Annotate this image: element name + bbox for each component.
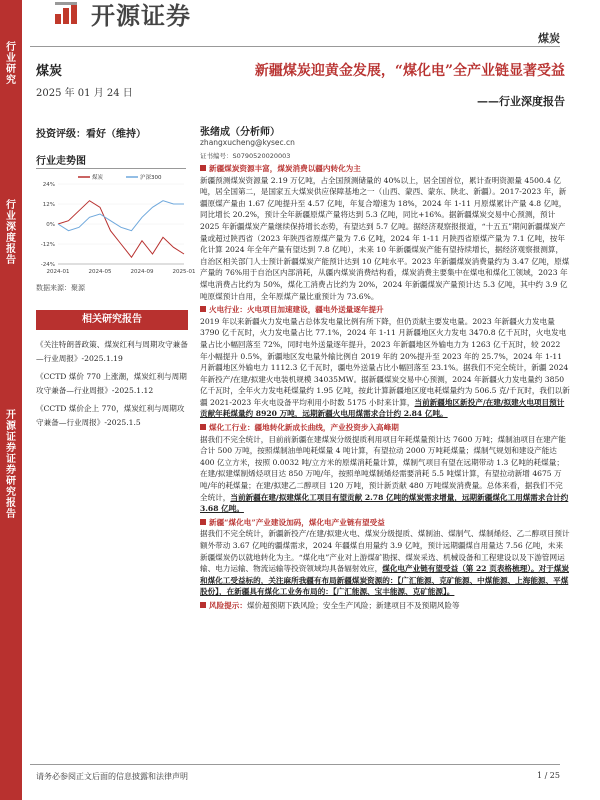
bullet-icon (200, 306, 206, 312)
chart-y-tick-label: 12% (42, 202, 55, 208)
chart-legend-label: 煤炭 (92, 175, 104, 181)
related-reports-list (36, 338, 188, 434)
section-heading: 煤化工行业：疆地转化新成长曲线，产业投资步入高峰期 (209, 423, 399, 433)
chart-y-tick-label: 0% (46, 222, 55, 228)
section-heading: 火电行业：火电项目加速建设，疆电外送量逐年提升 (209, 305, 384, 315)
chart-y-tick-label: -24% (40, 262, 55, 268)
bullet-icon (200, 602, 206, 608)
industry-label: 煤炭 (36, 64, 63, 79)
bullet-icon (200, 519, 206, 525)
chart-series-line-csi300 (58, 201, 184, 231)
related-report-item[interactable]: 《CCTD 煤价 770 上涨潮，煤炭红利与周期攻守兼备—行业周报》-2025.1.12 (36, 372, 187, 395)
section-text: 据我们不完全统计，目前前新疆在建煤炭分级提质利用项目年耗煤量预计达 7600 万吨；煤制油项目在建产能合计 500 万吨，按照煤制油单吨耗煤量 4 吨计算，有望拉动 2000 万吨耗煤量；煤制气规划和建设产能达 400 亿立方米，按照 0.0032 吨/立方米的原煤消耗量计算，煤制气项目有望在远期带动 1.3 亿吨的耗煤量；在建/拟建煤制烯烃项目达 850 万吨/年，按照单吨煤制烯烃需要消耗 5.5 吨煤计算，有望拉动新增 4675 万吨/年的耗煤量；在建/拟建乙二醇项目 120 万吨，预计新贡献 480 万吨煤炭消费量。总体来看，据我们不完全统计， (200, 434, 566, 502)
summary-section-power (200, 304, 570, 420)
sidebar (0, 0, 22, 800)
logo-mark-icon (55, 2, 85, 24)
section-emphasis: 当前新疆在建/拟建煤化工项目有望贡献 2.78 亿吨的煤炭需求增量，远期新疆煤化工用煤需求合计约 3.68 亿吨。 (200, 492, 569, 514)
section-text: 新疆预测煤炭资源量 2.19 万亿吨，占全国预测储量的 40%以上，居全国首位，累计查明资源量 4500.4 亿吨，居全国第二，是国家五大煤炭供应保障基地之一（山西、蒙西、蒙东、陕北、新疆）。2017-2023 年，新疆原煤产量由 1.67 亿吨提升至 4.57 亿吨，年复合增速为 18%，2024 年 1-11 月原煤累计产量 4.8 亿吨，同比增长 20.2%，预计全年新疆原煤产量将达到 5.3 亿吨，同比+16%。据新疆煤炭交易中心预测，预计 2025 年新疆煤炭产量继续保持增长态势，有望达到 5.7 亿吨。据经济观察报报道，“十五五”期间新疆煤炭产量或超过陕西省（2023 年陕西省原煤产量为 7.6 亿吨，2024 年 1-11 月陕西省原煤产量为 7.1 亿吨，按年化计算 2024 年全年产量有望达到 7.8 亿吨），未来 10 年新疆煤炭产能有望持续增长，据经济观察报测算，自治区相关部门人士预计新疆煤炭产能预计达到 10 亿吨水平。2023 年新疆煤炭消费量约为 3.47 亿吨，原煤产量的 76%用于自治区内部消耗，从疆内煤炭消费结构看，煤炭消费主要集中在煤电和煤化工领域，2023 年煤电消费占比约为 50%，煤化工消费占比约为 20%，2024 年新疆煤炭产量预计达 5.3 亿吨，其中约 3.9 亿吨原煤预计自用，全年原煤产量比重预计为 73.6%。 (200, 175, 570, 301)
sidebar-label-brand: 开源证券 证券研究报告 (6, 410, 16, 520)
chart-legend-label: 沪深300 (140, 175, 162, 181)
section-heading: 风险提示： (209, 600, 247, 610)
section-heading: 新疆“煤化电”产业建设加码，煤化电产业链有望受益 (209, 517, 385, 527)
sidebar-label-report-type: 行业深度报告 (6, 200, 16, 266)
analyst-cert: 证书编号：S0790520020003 (200, 152, 291, 160)
footer-divider (30, 764, 560, 765)
report-headline: 新疆煤炭迎黄金发展，“煤化电”全产业链显著受益 (254, 63, 565, 79)
summary-section-chemical (200, 422, 570, 515)
brand-logo (55, 0, 191, 30)
bullet-icon (200, 424, 206, 430)
section-emphasis: 当前新疆地区新投产/在建/拟建火电项目预计贡献年耗煤量约 8920 万吨，远期新疆火电用煤需求合计约 2.84 亿吨。 (200, 397, 565, 419)
chart-series-line-coal (58, 201, 184, 258)
summary-section-coal (200, 163, 570, 302)
header-tag: 煤炭 (538, 32, 560, 45)
report-date: 2025 年 01 月 24 日 (36, 88, 133, 99)
trend-divider (36, 168, 186, 169)
report-subhead: ——行业深度报告 (477, 95, 565, 108)
chart-y-tick-label: 24% (42, 182, 55, 188)
related-reports-title: 相关研究报告 (36, 310, 188, 330)
summary-section-risk (200, 600, 570, 612)
analyst-name: 张绪成（分析师） (200, 127, 280, 138)
trend-title: 行业走势图 (36, 156, 86, 167)
brand-name: 开源证券 (91, 1, 191, 30)
bullet-icon (200, 165, 206, 171)
chart-y-tick-label: -12% (40, 242, 55, 248)
section-text: 2019 年以来新疆火力发电量占总体发电量比例有所下降，但仍贡献主要发电量。2023 年新疆火力发电量 3790 亿千瓦时，火力发电量占比 77.1%，2024 年 1-11 月新疆地区火力发电 3470.8 亿千瓦时，火电发电量占比小幅回落至 72%，同时电外送量逐年提升，2023 年新疆地区外输电力为 1263 亿千瓦时，较 2022 年小幅提升 0.5%，新疆地区发电量外输比例自 2019 年的 20%提升至 2023 年的 25.7%，2024 年 1-11 月新疆地区外输电力 1112.3 亿千瓦时，疆电外送量占比小幅回落至 23.1%。据我们不完全统计，新疆 2024 年新投产/在建/拟建火电装机规模 34035MW。据新疆煤炭交易中心预测，2024 年新疆火力发电量约 3850 亿千瓦时，全年火力发电耗煤量约 1.95 亿吨，按此计算新疆地区度电耗煤量约为 506.5 克/千瓦时，我们以新疆 2021-2023 年火电设备平均利用小时数 5175 小时来计算， (200, 316, 570, 407)
chart-x-tick-label: 2024-01 (46, 269, 70, 275)
report-summary (200, 163, 570, 614)
footer-disclaimer: 请务必参阅正文后面的信息披露和法律声明 (36, 772, 188, 781)
chart-x-tick-label: 2024-09 (130, 269, 154, 275)
section-text: 煤价超预期下跌风险；安全生产风险；新建项目不及预期风险等 (246, 600, 460, 610)
chart-source: 数据来源：聚源 (36, 284, 85, 292)
header-divider (30, 46, 560, 47)
chart-x-tick-label: 2024-05 (88, 269, 112, 275)
page-number: 1 / 25 (536, 771, 560, 780)
industry-trend-chart (30, 172, 196, 280)
summary-section-industry-chain (200, 517, 570, 598)
investment-rating: 投资评级：看好（维持） (36, 129, 146, 140)
section-text: 据我们不完全统计，新疆新投产/在建/拟建火电、煤炭分级提质、煤制油、煤制气、煤制烯烃、乙二醇项目预计额外带动 3.67 亿吨的疆煤需求，2024 年疆煤自用量约 3.9 亿吨，预计远期疆煤自用量达 7.56 亿吨，未来新疆煤炭仍以就地转化为主。“煤化电”产业对上游煤矿勘探、煤炭采选、机械设备和工程建设以及下游管网运输、电力运输、物流运输等投资领域均具备辐射效应， (200, 529, 570, 574)
section-emphasis: 煤化电产业链有望受益（第 22 页表格梳理）。对于煤炭和煤化工受益标的，关注麻所我疆有布局新疆煤炭资源的：【广汇能源、克矿能源、中煤能源、上海能源、平煤股份】，在新疆具有煤化工业务布局的：【广汇能源、宝丰能源、克矿能源】。 (200, 564, 569, 597)
section-heading: 新疆煤炭资源丰富，煤炭消费以疆内转化为主 (209, 164, 361, 173)
related-report-item[interactable]: 《关注特朗普政策、煤炭红利与周期攻守兼备—行业周报》-2025.1.19 (36, 340, 188, 363)
related-report-item[interactable]: 《CCTD 煤价企上 770，煤炭红利与周期攻守兼备—行业周报》-2025.1.5 (36, 404, 185, 427)
chart-x-tick-label: 2025-01 (172, 269, 196, 275)
analyst-email[interactable]: zhangxucheng@kysec.cn (200, 138, 295, 147)
sidebar-label-research: 行业研究 (6, 42, 16, 86)
